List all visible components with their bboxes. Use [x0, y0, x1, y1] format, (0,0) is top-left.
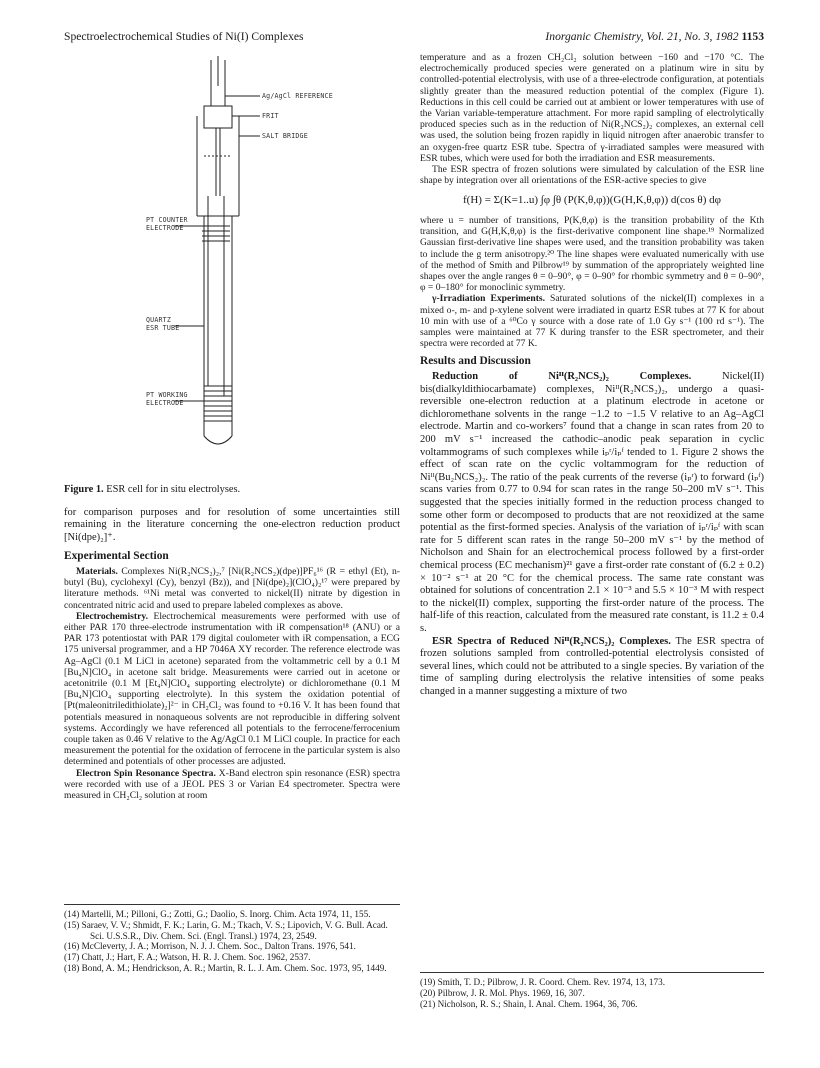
footnote: (19) Smith, T. D.; Pilbrow, J. R. Coord. Chem. Rev. 1974, 13, 173. — [420, 977, 666, 987]
footnote: (16) McCleverty, J. A.; Morrison, N. J. J. Chem. Soc., Dalton Trans. 1976, 541. — [64, 941, 356, 952]
journal-citation: Inorganic Chemistry, Vol. 21, No. 3, 1982 — [545, 30, 739, 43]
footnote: (17) Chatt, J.; Hart, F. A.; Watson, H. R. J. Chem. Soc. 1962, 2537. — [64, 952, 311, 963]
equation: f(H) = Σ(K=1..u) ∫φ ∫θ (P(K,θ,φ))(G(H,K,θ,φ)) d(cos θ) dφ — [463, 194, 721, 207]
footnote: (21) Nicholson, R. S.; Shain, I. Anal. Chem. 1964, 36, 706. — [420, 998, 638, 1009]
footnote: (15) Saraev, V. V.; Shmidt, F. K.; Larin, G. M.; Tkach, V. S.; Lipovich, V. G. Bull. Acad. Sci. U.S.S.R., Div. Chem. Sci. (Engl. Transl.) 1974, 23, 2549. — [64, 919, 388, 941]
run-in-electrochemistry: Electrochemistry. — [76, 610, 149, 622]
heading-results: Results and Discussion — [420, 355, 531, 368]
footnote: (14) Martelli, M.; Pilloni, G.; Zotti, G.; Daolio, S. Inorg. Chim. Acta 1974, 11, 155. — [64, 909, 371, 919]
label-quartz-1: QUARTZ — [146, 316, 172, 324]
esr-cell-diagram — [64, 56, 400, 480]
text-gamma: Saturated solutions of the nickel(II) complexes in a mixed o-, m- and p-xylene solvent were irradiated in quartz ESR tubes at 77 K for about 10 min with use of a ⁶⁰Co γ source with a dose rate of 1.0 Gy s⁻¹ (100 rd s⁻¹). The samples were maintained at 77 K during transfer to the ESR spectrometer, and their spectra were recorded at 77 K. — [420, 293, 764, 350]
figure-caption-label: Figure 1. — [64, 484, 104, 495]
run-in-reduction: Reduction of Niᴵᴵ(R₂NCS₂)₂ Complexes. — [432, 371, 692, 383]
label-working-1: PT WORKING — [146, 391, 188, 399]
footnotes-left — [64, 904, 400, 974]
right-column — [420, 52, 764, 699]
run-in-gamma: γ-Irradiation Experiments. — [432, 293, 546, 305]
run-in-esr: Electron Spin Resonance Spectra. — [76, 767, 216, 779]
footnotes-right — [420, 972, 764, 1009]
text-electrochemistry: Electrochemical measurements were performed with use of either PAR 170 three-electrode instrumentation with iR compensation¹⁸ (ANU) or a PAR 173 potentiostat with PAR 179 digital coulometer with iR compensation, a ECG 175 universal programmer, and a HP 7046A XY recorder. The reference electrode was Ag–AgCl (0.1 M LiCl in acetone) separated from the voltammetric cell by a 0.1 M [Bu₄N]ClO₄ in acetone salt bridge. Measurements were carried out in acetone or acetonitrile (0.1 M [Et₄N]ClO₄ supporting electrolyte) or dichloromethane (0.1 M [Bu₄N]ClO₄ supporting electrolyte). In this system the oxidation potential of [Pt(maleonitriledithiolate)₂]²⁻ in CH₂Cl₂ was found to +0.16 V. It has been found that potentials measured in nonaqueous solvents are not reproducible in differing solvent systems. Accordingly we have referenced all potentials to the ferrocene/ferrocenium couple taken as 0.46 V relative to the Ag/AgCl 0.1 M LiCl couple. In practice for each measurement the potential for the oxidation of ferrocene in the particular system is also determined and potentials of other processes are adjusted. — [64, 610, 400, 768]
figure-1 — [64, 56, 400, 480]
paragraph-materials — [64, 566, 400, 611]
label-counter-2: ELECTRODE — [146, 224, 184, 232]
paragraph-esr — [64, 768, 400, 802]
paragraph-right-1: temperature and as a frozen CH₂Cl₂ solution between −160 and −170 °C. The electrochemically produced species were generated on a platinum wire in situ by controlled-potential electrolysis, with use of a three-electrode configuration, at potentials slightly greater than the measured reduction potential of the complex (Figure 1). Reductions in this cell could be carried out at ambient or lower temperatures with use of the Varian variable-temperature attachment. For more rapid sampling of electrolytically produced species such as in the reduction of Ni(R₂NCS₂)₂ complexes, an external cell was used, the solution being frozen rapidly in liquid nitrogen after anaerobic transfer to an oxygen-free quartz ESR tube. Spectra of γ-irradiated samples were measured with ESR tubes, which were used for both the irradiation and ESR measurements. — [420, 52, 764, 164]
label-quartz-2: ESR TUBE — [146, 324, 180, 332]
label-counter-1: PT COUNTER — [146, 216, 188, 224]
running-header-journal — [545, 30, 764, 43]
text-reduction: Nickel(II) bis(dialkyldithiocarbamate) complexes, Niᴵᴵ(R₂NCS₂)₂, undergo a quasi-reversible one-electron reduction at a platinum electrode in acetone or dichloromethane solvents in the range −1.2 to −1.5 V relative to an Ag–AgCl electrode. Martin and co-workers⁷ found that a change in scan rates from 20 to 200 mV s⁻¹ increased the cathodic–anodic peak separation in cyclic voltammograms of such complexes while iₚʳ/iₚᶠ tended to 1. Figure 2 shows the effect of scan rate on the cyclic voltammogram for the reduction of Niᴵᴵ(Bu₂NCS₂)₂. The ratio of the peak currents of the reverse (iₚʳ) to forward (iₚᶠ) scans varies from 0.77 to 0.94 for scan rates in the range 50–200 mV s⁻¹. This suggested that the species initially formed in the reduction process changed to some other form or decomposed to products that are not reoxidized at the same potential as the first-formed species. Analysis of the variation of iₚʳ/iₚᶠ with scan rate for 5 different scan rates in the range 50–200 mV s⁻¹ by the method of Nicholson and Shain for an electrochemical process followed by a first-order chemical process (EC mechanism)²¹ gave a first-order rate constant of (6.2 ± 0.2) × 10⁻² s⁻¹ at 20 °C for the chemical process. The same rate constant was obtained for solutions of concentration 2.1 × 10⁻³ and 5.5 × 10⁻³ M with respect to the nickel(II) complex, supporting the first-order nature of the process. The half-life of this reaction, calculated from the measured rate constant, is 11.2 ± 0.4 s. — [420, 371, 764, 634]
label-working-2: ELECTRODE — [146, 399, 184, 407]
label-salt-bridge: SALT BRIDGE — [262, 132, 308, 140]
footnote: (20) Pilbrow, J. R. Mol. Phys. 1969, 16, 307. — [420, 987, 585, 998]
paragraph-continued: for comparison purposes and for resolution of some uncertainties still remaining in the literature concerning the one-electron reduction product [Ni(dpe)₂]⁺. — [64, 506, 400, 543]
paragraph-electrochemistry — [64, 611, 400, 768]
figure-caption — [64, 484, 400, 497]
figure-caption-text: ESR cell for in situ electrolyses. — [106, 484, 241, 495]
text-materials: Complexes Ni(R₂NCS₂)₂,⁷ [Ni(R₂NCS₂)(dpe)]PF₆¹⁶ (R = ethyl (Et), n-butyl (Bu), cyclohexyl (Cy), benzyl (Bz)), and [Ni(dpe)₂](ClO₄)₂¹⁷ were prepared by literature methods. ⁶¹Ni metal was converted to nickel(II) nitrate by digestion in concentrated nitric acid and used to prepare labeled complexes as above. — [64, 565, 400, 611]
heading-experimental: Experimental Section — [64, 550, 169, 563]
paragraph-gamma — [420, 293, 764, 349]
text-esr: X-Band electron spin resonance (ESR) spectra were recorded with use of a JEOL PES 3 or Varian E4 spectrometer. Spectra were measured in CH₂Cl₂ solution at room — [64, 767, 400, 802]
running-header-title: Spectroelectrochemical Studies of Ni(I) Complexes — [64, 30, 304, 43]
run-in-esr-reduced: ESR Spectra of Reduced Niᴵᴵ(R₂NCS₂)₂ Complexes. — [432, 635, 671, 647]
left-column — [64, 56, 400, 801]
paragraph-esr-reduced — [420, 636, 764, 699]
footnote: (18) Bond, A. M.; Hendrickson, A. R.; Martin, R. L. J. Am. Chem. Soc. 1973, 95, 1449. — [64, 962, 387, 973]
label-frit: FRIT — [262, 112, 279, 120]
paragraph-right-2: The ESR spectra of frozen solutions were simulated by calculation of the ESR line shape by integration over all orientations of the ESR-active species to give — [420, 164, 764, 187]
paragraph-right-3: where u = number of transitions, P(K,θ,φ) is the transition probability of the Kth transition, and G(H,K,θ,φ) is the first-derivative component line shape.¹⁹ Normalized Gaussian first-derivative line shapes were used, and the transition probability was taken to include the g term anisotropy.²⁰ The line shapes were evaluated numerically with use of the method of Smith and Pilbrow¹⁹ by summation of the appropriately weighted line shapes over the angle ranges θ = 0–90°, φ = 0–90° for rhombic symmetry and θ = 0–90°, φ = 0–180° for monoclinic symmetry. — [420, 215, 764, 294]
label-reference: Ag/AgCl REFERENCE — [262, 92, 333, 100]
text-esr-reduced: The ESR spectra of frozen solutions sampled from controlled-potential electrolysis consisted of several lines, which could not be attributed to a single species. By variation of the time of sampling during electrolysis the relative intensities of some peaks changed in a manner suggesting a mixture of two — [420, 635, 765, 697]
page-number: 1153 — [741, 30, 764, 43]
paragraph-reduction — [420, 371, 764, 635]
run-in-materials: Materials. — [76, 565, 118, 577]
